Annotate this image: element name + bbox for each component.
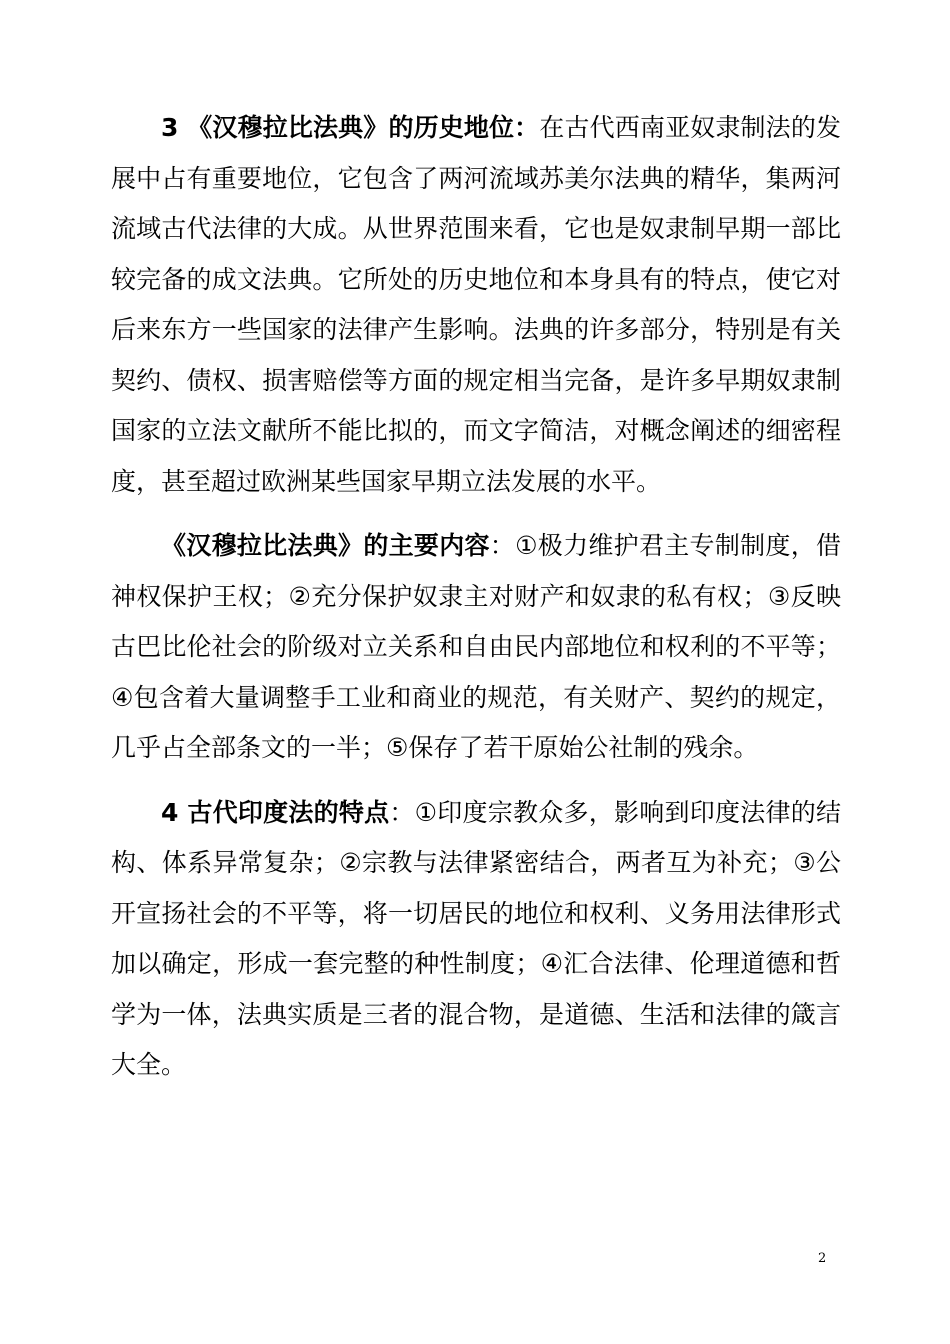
paragraph-ancient-indian-law (111, 788, 841, 1091)
paragraph-text: 在古代西南亚奴隶制法的发展中占有重要地位，它包含了两河流域苏美尔法典的精华，集两河流域古代法律的大成。从世界范围来看，它也是奴隶制早期一部比较完备的成文法典。它所处的历史地位和本身具有的特点，使它对后来东方一些国家的法律产生影响。法典的许多部分，特别是有关契约、债权、损害赔偿等方面的规定相当完备，是许多早期奴隶制国家的立法文献所不能比拟的，而文字简洁，对概念阐述的细密程度，甚至超过欧洲某些国家早期立法发展的水平。 (111, 113, 841, 496)
document-body (111, 103, 841, 1105)
paragraph-text: ：①印度宗教众多，影响到印度法律的结构、体系异常复杂；②宗教与法律紧密结合，两者互为补充；③公开宣扬社会的不平等，将一切居民的地位和权利、义务用法律形式加以确定，形成一套完整的种性制度；④汇合法律、伦理道德和哲学为一体，法典实质是三者的混合物，是道德、生活和法律的箴言大全。 (111, 797, 841, 1079)
paragraph-heading: 《汉穆拉比法典》的主要内容 (161, 531, 490, 560)
paragraph-text: ：①极力维护君主专制制度，借神权保护王权；②充分保护奴隶主对财产和奴隶的私有权；③反映古巴比伦社会的阶级对立关系和自由民内部地位和权利的不平等；④包含着大量调整手工业和商业的规范，有关财产、契约的规定，几乎占全部条文的一半；⑤保存了若干原始公社制的残余。 (111, 531, 841, 762)
paragraph-hammurabi-main-content (111, 521, 841, 774)
page-number: 2 (818, 1251, 827, 1266)
paragraph-heading: 4 古代印度法的特点 (161, 797, 390, 827)
paragraph-heading: 3 《汉穆拉比法典》的历史地位： (161, 113, 540, 142)
paragraph-hammurabi-historical-status (111, 103, 841, 507)
